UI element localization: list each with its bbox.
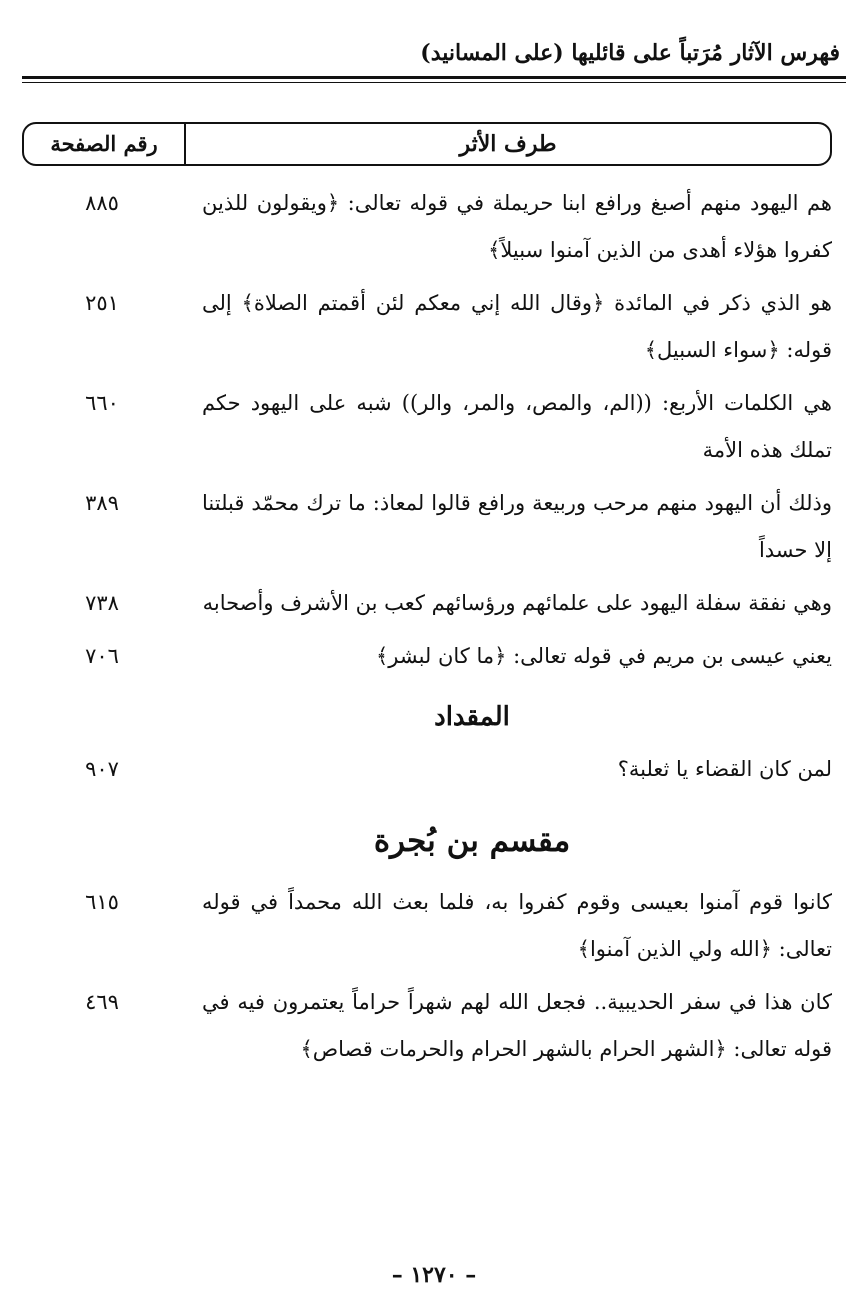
running-head: فهرس الآثار مُرَتباً على قائليها (على المسانيد) (420, 40, 840, 66)
entry-text: وهي نفقة سفلة اليهود على علمائهم ورؤسائهم كعب بن الأشرف وأصحابه (202, 591, 832, 615)
entry-text: هو الذي ذكر في المائدة ﴿وقال الله إني معكم لئن أقمتم الصلاة﴾ إلى قوله: ﴿سواء السبيل﴾ (202, 291, 832, 362)
entry-page-number: ٣٨٩ (85, 491, 119, 515)
entry-page-number: ٩٠٧ (85, 757, 119, 781)
entry-page-number: ٤٦٩ (85, 990, 119, 1014)
index-entry (22, 480, 832, 574)
header-rule (22, 76, 846, 79)
entry-page-number: ٦٦٠ (85, 391, 119, 415)
column-header-page: رقم الصفحة (24, 124, 186, 164)
header-rule-thin (22, 82, 846, 83)
entry-text: كان هذا في سفر الحديبية.. فجعل الله لهم شهراً حراماً يعتمرون فيه في قوله تعالى: ﴿الشهر الحرام بالشهر الحرام والحرمات قصاص﴾ (202, 990, 832, 1061)
entry-page-number: ٧٣٨ (85, 591, 119, 615)
index-entry (22, 280, 832, 374)
entry-text: كانوا قوم آمنوا بعيسى وقوم كفروا به، فلما بعث الله محمداً في قوله تعالى: ﴿الله ولي الذين آمنوا﴾ (202, 890, 832, 961)
index-entry (22, 746, 832, 793)
index-entry (22, 580, 832, 627)
entry-page-number: ٢٥١ (85, 291, 119, 315)
entry-text: لمن كان القضاء يا ثعلبة؟ (617, 757, 832, 781)
index-entries (22, 180, 832, 1079)
entry-page-number: ٧٠٦ (85, 644, 119, 668)
section-heading: المقداد (434, 702, 510, 732)
index-entry (22, 633, 832, 680)
section-heading: مقسم بن بُجرة (373, 823, 571, 859)
column-header-text: طرف الأثر (459, 131, 557, 157)
entry-text: هم اليهود منهم أصبغ ورافع ابنا حريملة في قوله تعالى: ﴿ويقولون للذين كفروا هؤلاء أهدى من الذين آمنوا سبيلاً﴾ (202, 191, 832, 262)
entry-text: هي الكلمات الأربع: ((الم، والمص، والمر، والر)) شبه على اليهود حكم تملك هذه الأمة (202, 391, 832, 462)
table-header (22, 122, 832, 166)
entry-text: يعني عيسى بن مريم في قوله تعالى: ﴿ما كان لبشر﴾ (375, 644, 832, 668)
index-entry (22, 180, 832, 274)
index-entry (22, 979, 832, 1073)
entry-page-number: ٦١٥ (85, 890, 119, 914)
entry-text: وذلك أن اليهود منهم مرحب وربيعة ورافع قالوا لمعاذ: ما ترك محمّد قبلتنا إلا حسداً (202, 491, 832, 562)
page-number: – ١٢٧٠ – (391, 1262, 477, 1288)
entry-page-number: ٨٨٥ (85, 191, 119, 215)
index-entry (22, 879, 832, 973)
index-entry (22, 380, 832, 474)
